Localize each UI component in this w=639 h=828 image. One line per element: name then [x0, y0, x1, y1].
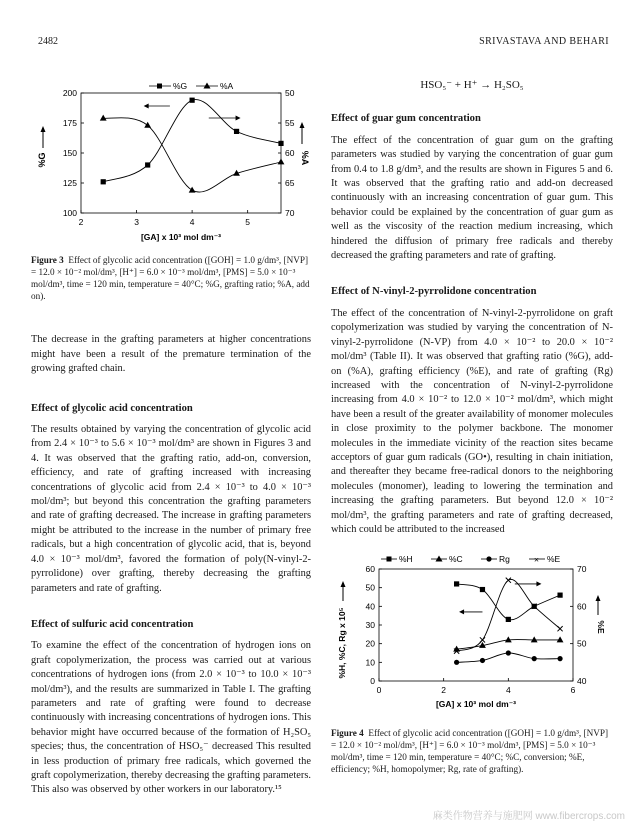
- y-left-tick-label: 30: [365, 620, 375, 631]
- figure-4-legend: [381, 554, 561, 565]
- legend-label-a: %A: [220, 81, 234, 91]
- figure-3-caption: Figure 3 Effect of glycolic acid concentration ([GOH] = 1.0 g/dm³, [NVP] = 12.0 × 10⁻² mol/dm³, [H⁺] = 6.0 × 10⁻³ mol/dm³, [PMS] = 5.0 × 10⁻³ mol/dm³, time = 120 min, temperature = 40°C; %G, grafting ratio; %A, add on).: [31, 255, 310, 302]
- figure-4-left-axis-label: [337, 581, 347, 679]
- data-point: [278, 158, 285, 164]
- heading-guar-gum: Effect of guar gum concentration: [331, 113, 481, 125]
- legend-label-c: %C: [449, 554, 463, 565]
- figure-3-legend: [149, 81, 234, 91]
- arrow-right-head: [236, 116, 241, 121]
- figure-4-caption: Figure 4 Effect of glycolic acid concentration ([GOH] = 1.0 g/dm³, [NVP] = 12.0 × 10⁻² mol/dm³, [H⁺] = 6.0 × 10⁻³ mol/dm³, [PMS] = 5.0 × 10⁻³ mol/dm³, time = 120 min, temperature = 40°C; %C, conversion; %E, efficiency; %H, homopolymer; Rg, rate of grafting).: [331, 727, 609, 774]
- arrow-left-head: [144, 104, 149, 109]
- figure-4-right-axis-label: [596, 595, 607, 634]
- x-tick-label: 5: [245, 217, 251, 227]
- data-point: [480, 587, 485, 592]
- running-head: SRIVASTAVA AND BEHARI: [479, 36, 609, 47]
- y-left-tick-label: 20: [365, 639, 375, 650]
- data-point: [189, 187, 196, 193]
- legend-label-g: %G: [173, 81, 188, 91]
- x-tick-label: 4: [505, 685, 511, 696]
- data-point: [234, 129, 239, 134]
- figure-3-x-axis-label: [GA] x 10³ mol dm⁻³: [140, 232, 222, 242]
- y-right-tick-label: 60: [577, 601, 587, 612]
- y-left-tick-label: 150: [62, 148, 77, 158]
- y-left-tick-label: 200: [62, 88, 77, 98]
- y-right-tick-label: 50: [577, 639, 587, 650]
- page-number: 2482: [38, 36, 58, 47]
- series-line-pct-g: [103, 99, 281, 181]
- y-left-tick-label: 100: [62, 208, 77, 218]
- heading-sulfuric-acid: Effect of sulfuric acid concentration: [31, 618, 194, 630]
- svg-text:%E: %E: [596, 620, 606, 634]
- data-point: [480, 638, 485, 643]
- data-point: [531, 637, 538, 643]
- y-left-tick-label: 175: [62, 118, 77, 128]
- arrow-left-head: [459, 610, 464, 615]
- data-point: [454, 660, 459, 665]
- y-right-tick-label: 70: [577, 564, 587, 575]
- svg-text:%A: %A: [300, 150, 310, 166]
- y-right-tick-label: 70: [285, 208, 295, 218]
- para-premature-termination: The decrease in the grafting parameters at higher concentrations might have been a result of the premature termination of the growing grafted chain.: [31, 334, 311, 375]
- legend-label-h: %H: [399, 554, 413, 565]
- data-point: [190, 98, 195, 103]
- legend-label-rg: Rg: [499, 554, 510, 565]
- figure-3-left-axis-label: [37, 126, 47, 168]
- heading-nvp: Effect of N-vinyl-2-pyrrolidone concentration: [331, 286, 537, 298]
- data-point: [557, 593, 562, 598]
- figure-4-chart: [331, 545, 613, 713]
- data-point: [557, 627, 562, 632]
- figure-3-chart: [31, 60, 311, 245]
- svg-text:×: ×: [534, 554, 539, 565]
- data-point: [144, 122, 151, 128]
- figure-4-x-axis-label: [GA] x 10³ mol dm⁻³: [435, 699, 517, 710]
- data-point: [557, 656, 562, 661]
- equation-h2so5: HSO₅⁻ + H⁺ → H₂SO₅: [420, 79, 524, 91]
- para-guar-gum: The effect of the concentration of guar gum on the grafting parameters was studied by varying the concentration of guar gum from 0.4 to 1.8 g/dm³, and the results are shown in Figures 5 and 6. It was observed that the grafting ratio and add-on decreased continuously with an increasing concentration of guar gum. This behavior could be explained by the concentration of guar gum as well as the viscosity of the reaction medium increasing, which hindered the diffusion of primary free radicals and thereby decreased the grafting parameters and rate of grafting.: [331, 134, 613, 262]
- x-tick-label: 3: [134, 217, 139, 227]
- para-nvp: The effect of the concentration of N-vinyl-2-pyrrolidone on graft copolymerization was studied by varying the concentration of N-vinyl-2-pyrrolidone (N-VP) from 4.0 × 10⁻² to 20.0 × 10⁻² mol/dm³ (Table II). It was observed that grafting ratio (%G), add-on (%A), grafting efficiency (%E), and rate of grafting (Rg) increased with the concentration of N-vinyl-2-pyrrolidone increasing from 4.0 × 10⁻² to 12.0 × 10⁻² mol/dm³, which might have been a result of the greater availability of monomer molecules in close proximity to the polymer backbone. The monomer molecules in the immediate vicinity of the reaction sites became acceptors of guar gum radicals (GO•), resulting in chain initiation, and thereafter they became free-radical donors to the neighboring molecules (monomer), leading to lowering the termination and increasing the grafting parameters. But beyond 12.0 × 10⁻² mol/dm³, the grafting parameters and rate of grafting decreased, which could be attributed to the increased: [331, 307, 613, 535]
- y-right-tick-label: 50: [285, 88, 295, 98]
- y-right-tick-label: 55: [285, 118, 295, 128]
- data-point: [480, 658, 485, 663]
- series-line-pct-h: [457, 584, 560, 620]
- x-tick-label: 6: [570, 685, 576, 696]
- series-line-pct-a: [103, 118, 281, 192]
- para-sulfuric-acid: To examine the effect of the concentration of hydrogen ions on graft copolymerization, the process was carried out at various concentrations of hydrogen ions (from 2.0 × 10⁻³ to 10.0 × 10⁻³ mol/dm³), and the results are summarized in Table I. The grafting parameters and rate of grafting were found to decrease continuously with increasing concentrations of hydrogen ions. This behavior might have occurred because of the formation of H₂SO₅ species; thus, the concentration of HSO₅⁻ decreased This resulted in less production of primary free radicals, which governed the graft copolymerization, thereby decreasing the grafting parameters. This also was observed by other workers in our laboratory.¹⁵: [31, 640, 311, 796]
- y-right-tick-label: 40: [577, 676, 587, 687]
- heading-glycolic-acid: Effect of glycolic acid concentration: [31, 402, 193, 414]
- para-glycolic-acid: The results obtained by varying the concentration of glycolic acid from 2.4 × 10⁻³ to 5.6 × 10⁻³ mol/dm³ are shown in Figures 3 and 4. It was observed that the grafting ratio, add-on, conversion, efficiency, and rate of grafting increased with increasing concentrations of glycolic acid from 2.4 × 10⁻³ to 4.0 × 10⁻³ mol/dm³; but beyond this concentration the grafting parameters and rate of grafting decreased. The increase in grafting parameters might be attributed to the increase in the number of primary free radicals, but a high concentration of glycolic acid, that is, beyond 4.0 × 10⁻³ mol/dm³, favored the formation of poly(N-vinyl-2-pyrrolidone) over grafting, thereby decreasing the grafting parameters and rate of grafting.: [31, 424, 311, 594]
- legend-label-e: %E: [547, 554, 561, 565]
- x-tick-label: 2: [441, 685, 447, 696]
- arrow-right-head: [536, 582, 541, 587]
- y-left-tick-label: 0: [370, 676, 375, 687]
- x-tick-label: 4: [189, 217, 195, 227]
- y-left-tick-label: 60: [365, 564, 375, 575]
- y-left-tick-label: 40: [365, 601, 375, 612]
- figure-3-right-axis-label: [300, 122, 311, 166]
- data-point: [454, 582, 459, 587]
- y-right-tick-label: 60: [285, 148, 295, 158]
- data-point: [278, 141, 283, 146]
- right-column: [331, 60, 613, 775]
- x-tick-label: 2: [78, 217, 84, 227]
- data-point: [100, 115, 107, 121]
- data-point: [506, 617, 511, 622]
- svg-text:%H, %C, Rg x 10⁵: %H, %C, Rg x 10⁵: [337, 607, 347, 679]
- watermark: 麻类作物营养与施肥网 www.fibercrops.com: [432, 811, 625, 822]
- y-left-tick-label: 125: [62, 178, 77, 188]
- y-left-tick-label: 50: [365, 583, 375, 594]
- data-point: [506, 578, 511, 583]
- y-left-tick-label: 10: [365, 657, 375, 668]
- y-right-tick-label: 65: [285, 178, 295, 188]
- data-point: [506, 651, 511, 656]
- data-point: [101, 179, 106, 184]
- data-point: [145, 162, 150, 167]
- data-point: [557, 637, 564, 643]
- data-point: [532, 656, 537, 661]
- left-column: [31, 60, 311, 798]
- svg-text:%G: %G: [37, 152, 47, 168]
- x-tick-label: 0: [376, 685, 382, 696]
